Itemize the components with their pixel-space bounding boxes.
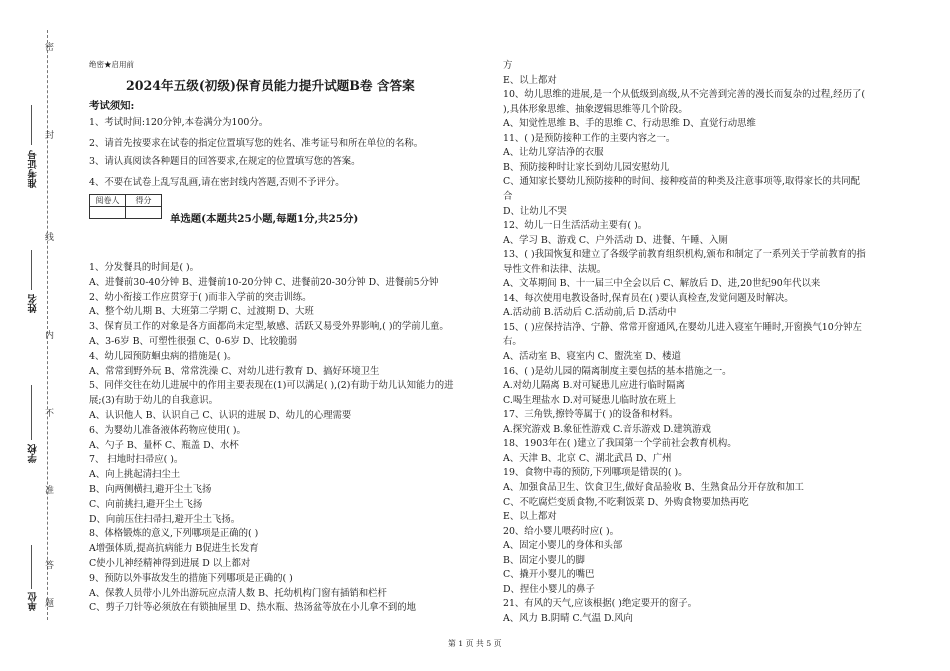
seal-char: 准 xyxy=(43,485,53,494)
question-line: 3、保育员工作的对象是各方面都尚未定型,敏感、活跃又易受外界影响,( )的学前儿童。 xyxy=(89,321,449,333)
question-line: C、撬开小婴儿的嘴巴 xyxy=(503,569,595,581)
question-line: A、固定小婴儿的身体和头部 xyxy=(503,540,623,552)
question-line: B、固定小婴儿的脚 xyxy=(503,554,585,566)
question-line: 7、 扫地时扫帚应( )。 xyxy=(89,454,184,466)
question-line: 11、( )是预防接种工作的主要内容之一。 xyxy=(503,132,676,144)
question-line: C使小儿神经精神得到进展 D 以上都对 xyxy=(89,558,251,569)
question-line: 10、幼儿思维的进展,是一个从低级到高级,从不完善到完善的漫长而复杂的过程,经历了( xyxy=(503,89,866,101)
question-line: 导性文件和法律、法规。 xyxy=(503,263,607,275)
question-line: D、捏住小婴儿的鼻子 xyxy=(503,583,595,595)
question-line: 6、为婴幼儿准备液体药物应使用( )。 xyxy=(89,424,246,436)
question-line: A、活动室 B、寝室内 C、盥洗室 D、楼道 xyxy=(503,351,681,362)
question-line: B、预防接种时让家长到幼儿园安慰幼儿 xyxy=(503,161,670,173)
secret-mark: 绝密★启用前 xyxy=(89,60,134,69)
question-line: 右。 xyxy=(503,336,522,348)
notice-heading: 考试须知: xyxy=(89,100,135,112)
question-line: 方 xyxy=(503,60,513,71)
question-line: 展;(3)有助于幼儿的自我意识。 xyxy=(89,395,218,407)
question-line: A、常常到野外玩 B、常常洗澡 C、对幼儿进行教育 D、搞好环境卫生 xyxy=(89,365,380,377)
question-line: A、进餐前30-40分钟 B、进餐前10-20分钟 C、进餐前20-30分钟 D、进餐前5分钟 xyxy=(89,276,439,288)
question-line: 13、( )我国恢复和建立了各级学前教育组织机构,颁布和制定了一系列关于学前教育的指 xyxy=(503,249,866,261)
question-line: A、勺子 B、量杯 C、瓶盖 D、水杯 xyxy=(89,439,239,451)
unit-blank xyxy=(31,545,32,589)
exam-number-blank xyxy=(31,105,32,145)
notice-item: 3、请认真阅读各种题目的回答要求,在规定的位置填写您的答案。 xyxy=(89,156,361,167)
school-blank xyxy=(31,385,32,440)
exam-title: 2024年五级(初级)保育员能力提升试题B卷 含答案 xyxy=(126,78,415,93)
question-line: 15、( )应保持洁净、宁静、常常开窗通风,在婴幼儿进入寝室午睡时,开窗换气10分钟左 xyxy=(503,321,862,333)
question-line: A.活动前 B.活动后 C.活动前,后 D.活动中 xyxy=(503,307,677,319)
question-line: A、整个幼儿期 B、大班第二学期 C、过渡期 D、大班 xyxy=(89,306,314,318)
name-blank xyxy=(31,250,32,290)
question-line: A、文革期间 B、十一届三中全会以后 C、解放后 D、进,20世纪90年代以来 xyxy=(503,278,821,290)
question-line: 2、幼小衔接工作应贯穿于( )而非入学前的突击训练。 xyxy=(89,291,312,303)
unit-label: 单位 xyxy=(28,592,39,611)
seal-char: 密 xyxy=(43,42,53,51)
question-line: E、以上都对 xyxy=(503,511,557,523)
page-footer: 第 1 页 共 5 页 xyxy=(448,639,502,648)
question-line: A、保教人员带小儿外出游玩应点清人数 B、托幼机构门窗有插销和栏杆 xyxy=(89,587,387,599)
question-line: 5、同伴交往在幼儿进展中的作用主要表现在(1)可以满足( ),(2)有助于幼儿认知能力的进 xyxy=(89,380,454,392)
question-line: C、向前挑扫,避开尘土飞扬 xyxy=(89,498,203,510)
question-line: 1、分发餐具的时间是( )。 xyxy=(89,262,200,273)
question-line: A.对幼儿隔离 B.对可疑患儿应进行临时隔离 xyxy=(503,380,685,392)
question-line: D、让幼儿不哭 xyxy=(503,205,567,217)
question-line: 18、1903年在( )建立了我国第一个学前社会教育机构。 xyxy=(503,438,737,450)
question-line: A、天津 B、北京 C、湖北武昌 D、广州 xyxy=(503,452,672,464)
question-line: 16、( )是幼儿园的隔离制度主要包括的基本措施之一。 xyxy=(503,365,732,377)
question-line: 17、三角铁,擦铃等属于( )的设备和材料。 xyxy=(503,409,679,421)
reviewer-label: 阅卷人 xyxy=(90,195,126,207)
question-line: 8、体格锻炼的意义,下列哪项是正确的( ) xyxy=(89,528,259,540)
seal-char: 不 xyxy=(43,408,53,417)
notice-item: 4、不要在试卷上乱写乱画,请在密封线内答题,否则不予评分。 xyxy=(89,177,345,188)
question-line: A、学习 B、游戏 C、户外活动 D、进餐、午睡、入厕 xyxy=(503,234,728,246)
question-line: 12、幼儿一日生活活动主要有( )。 xyxy=(503,220,648,232)
question-line: A、风力 B.阴晴 C.气温 D.风向 xyxy=(503,612,633,624)
question-line: A、认识他人 B、认识自己 C、认识的进展 D、幼儿的心理需要 xyxy=(89,410,352,421)
seal-char: 封 xyxy=(43,130,53,139)
question-line: 20、给小婴儿喂药时应( )。 xyxy=(503,525,619,537)
question-line: 21、有风的天气,应该根据( )绝定要开的窗子。 xyxy=(503,598,697,610)
question-line: A、向上挑起清扫尘土 xyxy=(89,469,181,481)
school-label: 学校 xyxy=(28,444,39,463)
seal-char: 内 xyxy=(43,330,53,339)
question-line: D、向前压住扫帚扫,避开尘土飞扬。 xyxy=(89,513,241,525)
seal-dashed-line xyxy=(47,30,48,620)
section-title: 单选题(本题共25小题,每题1分,共25分) xyxy=(170,213,359,225)
question-line: C.喝生理盐水 D.对可疑患儿临时放在班上 xyxy=(503,394,676,406)
seal-char: 线 xyxy=(43,232,53,241)
question-line: 合 xyxy=(503,190,513,202)
question-line: A增强体质,提高抗病能力 B促进生长发育 xyxy=(89,543,259,555)
question-line: C、不吃腐烂变质食物,不吃剩饭菜 D、外购食物要加热再吃 xyxy=(503,496,749,508)
question-line: C、剪子刀针等必须放在有锁抽屉里 D、热水瓶、热汤盆等放在小儿拿不到的地 xyxy=(89,602,417,614)
name-label: 姓名 xyxy=(28,294,39,313)
question-line: 19、食物中毒的预防,下列哪项是错误的( )。 xyxy=(503,467,688,479)
question-line: A、让幼儿穿洁净的衣服 xyxy=(503,147,604,159)
score-box xyxy=(89,194,162,219)
question-line: A、3-6岁 B、可塑性很强 C、0-6岁 D、比较脆弱 xyxy=(89,336,298,347)
score-label: 得分 xyxy=(126,195,162,207)
question-line: 14、每次使用电教设备时,保育员在( )要认真检查,发觉问题及时解决。 xyxy=(503,292,794,304)
seal-char: 题 xyxy=(43,598,53,607)
notice-item: 2、请首先按要求在试卷的指定位置填写您的姓名、准考证号和所在单位的名称。 xyxy=(89,138,424,149)
notice-item: 1、考试时间:120分钟,本卷满分为100分。 xyxy=(89,117,269,128)
question-line: C、通知家长婴幼儿预防接种的时间、接种疫苗的种类及注意事项等,取得家长的共同配 xyxy=(503,176,861,188)
question-line: A、加强食品卫生、饮食卫生,做好食品验收 B、生熟食品分开存放和加工 xyxy=(503,481,804,493)
reviewer-cell[interactable] xyxy=(90,207,126,219)
question-line: ),具体形象思维、抽象逻辑思维等几个阶段。 xyxy=(503,103,688,115)
exam-number-label: 准考证号 xyxy=(28,150,39,188)
question-line: 4、幼儿园预防蛔虫病的措施是( )。 xyxy=(89,350,237,362)
question-line: 9、预防以外事故发生的措施下列哪项是正确的( ) xyxy=(89,572,293,584)
question-line: A.探究游戏 B.象征性游戏 C.音乐游戏 D.建筑游戏 xyxy=(503,423,711,435)
seal-char: 答 xyxy=(43,560,53,569)
question-line: E、以上都对 xyxy=(503,74,557,86)
question-line: A、知觉性思维 B、手的思维 C、行动思维 D、直觉行动思维 xyxy=(503,118,756,130)
question-line: B、向两侧横扫,避开尘土飞扬 xyxy=(89,484,212,495)
score-cell[interactable] xyxy=(126,207,162,219)
